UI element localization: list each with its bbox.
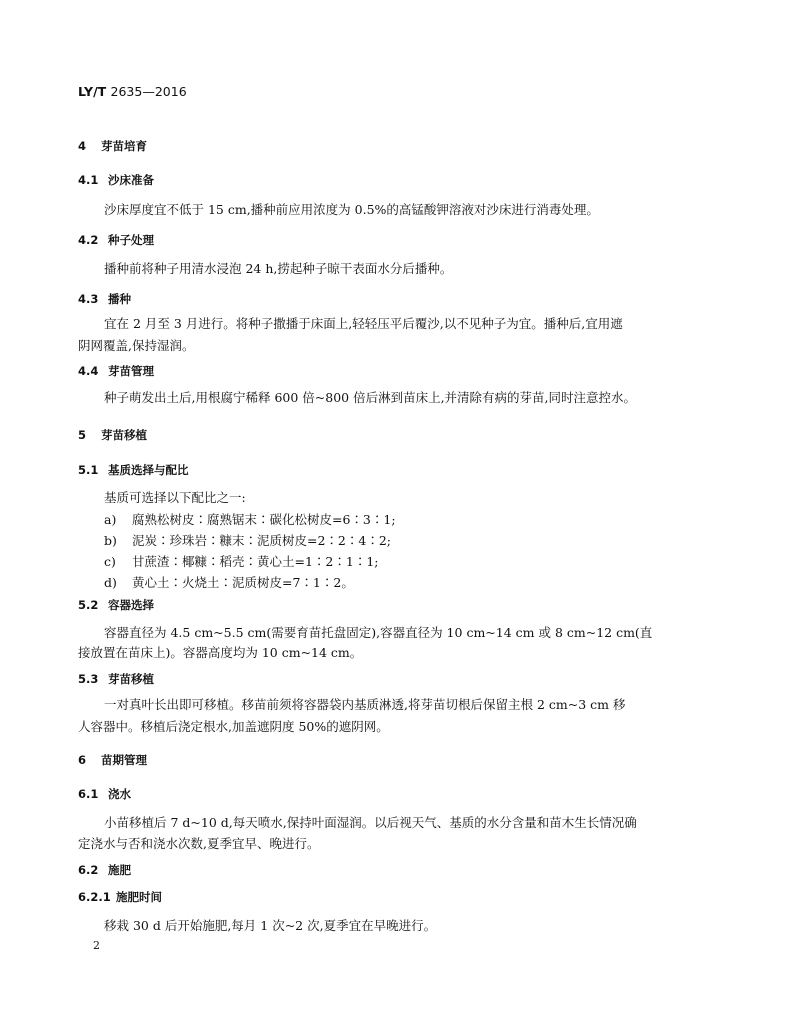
section-5-1-intro: 基质可选择以下配比之一: <box>104 490 246 505</box>
section-6-1-text-line2: 定浇水与否和浇水次数,夏季宜早、晚进行。 <box>78 836 320 851</box>
list-item: b) 泥炭∶珍珠岩∶糠末∶泥质树皮=2∶2∶4∶2; <box>104 533 391 548</box>
section-5-2-text-line1: 容器直径为 4.5 cm~5.5 cm(需要育苗托盘固定),容器直径为 10 cm~14 cm 或 8 cm~12 cm(直 <box>104 625 653 640</box>
section-6-1-heading: 6.1 浇水 <box>78 787 131 801</box>
list-item: c) 甘蔗渣∶椰糠∶稻壳∶黄心土=1∶2∶1∶1; <box>104 554 379 569</box>
list-item: d) 黄心土∶火烧土∶泥质树皮=7∶1∶2。 <box>104 575 354 590</box>
standard-code: LY/T 2635—2016 <box>78 84 187 99</box>
section-4-4-text: 种子萌发出土后,用根腐宁稀释 600 倍~800 倍后淋到苗床上,并清除有病的芽苗,同时注意控水。 <box>104 390 637 405</box>
section-4-1-text: 沙床厚度宜不低于 15 cm,播种前应用浓度为 0.5%的高锰酸钾溶液对沙床进行消毒处理。 <box>104 202 599 217</box>
section-4-2-text: 播种前将种子用清水浸泡 24 h,捞起种子晾干表面水分后播种。 <box>104 261 453 276</box>
page-number: 2 <box>93 939 100 952</box>
section-6-2-heading: 6.2 施肥 <box>78 863 131 877</box>
section-4-4-heading: 4.4 芽苗管理 <box>78 364 154 378</box>
section-5-1-heading: 5.1 基质选择与配比 <box>78 463 189 477</box>
section-4-1-heading: 4.1 沙床准备 <box>78 173 154 187</box>
section-5-3-heading: 5.3 芽苗移植 <box>78 672 154 686</box>
section-6-2-1-text: 移栽 30 d 后开始施肥,每月 1 次~2 次,夏季宜在早晚进行。 <box>104 918 437 933</box>
section-6-heading: 6 苗期管理 <box>78 753 147 767</box>
section-5-2-heading: 5.2 容器选择 <box>78 598 154 612</box>
section-5-3-text-line2: 人容器中。移植后浇定根水,加盖遮阴度 50%的遮阴网。 <box>78 719 389 734</box>
section-4-3-text-line1: 宜在 2 月至 3 月进行。将种子撒播于床面上,轻轻压平后覆沙,以不见种子为宜。播种后,宜用遮 <box>104 316 623 331</box>
section-4-3-text-line2: 阴网覆盖,保持湿润。 <box>78 338 195 353</box>
section-5-3-text-line1: 一对真叶长出即可移植。移苗前须将容器袋内基质淋透,将芽苗切根后保留主根 2 cm~3 cm 移 <box>104 697 626 712</box>
section-4-heading: 4 芽苗培育 <box>78 139 147 153</box>
list-item: a) 腐熟松树皮∶腐熟锯末∶碳化松树皮=6∶3∶1; <box>104 512 396 527</box>
section-6-2-1-heading: 6.2.1 施肥时间 <box>78 890 162 904</box>
section-4-2-heading: 4.2 种子处理 <box>78 233 154 247</box>
section-5-heading: 5 芽苗移植 <box>78 428 147 442</box>
section-6-1-text-line1: 小苗移植后 7 d~10 d,每天喷水,保持叶面湿润。以后视天气、基质的水分含量和苗木生长情况确 <box>104 815 637 830</box>
section-5-2-text-line2: 接放置在苗床上)。容器高度均为 10 cm~14 cm。 <box>78 645 363 660</box>
section-4-3-heading: 4.3 播种 <box>78 292 131 306</box>
